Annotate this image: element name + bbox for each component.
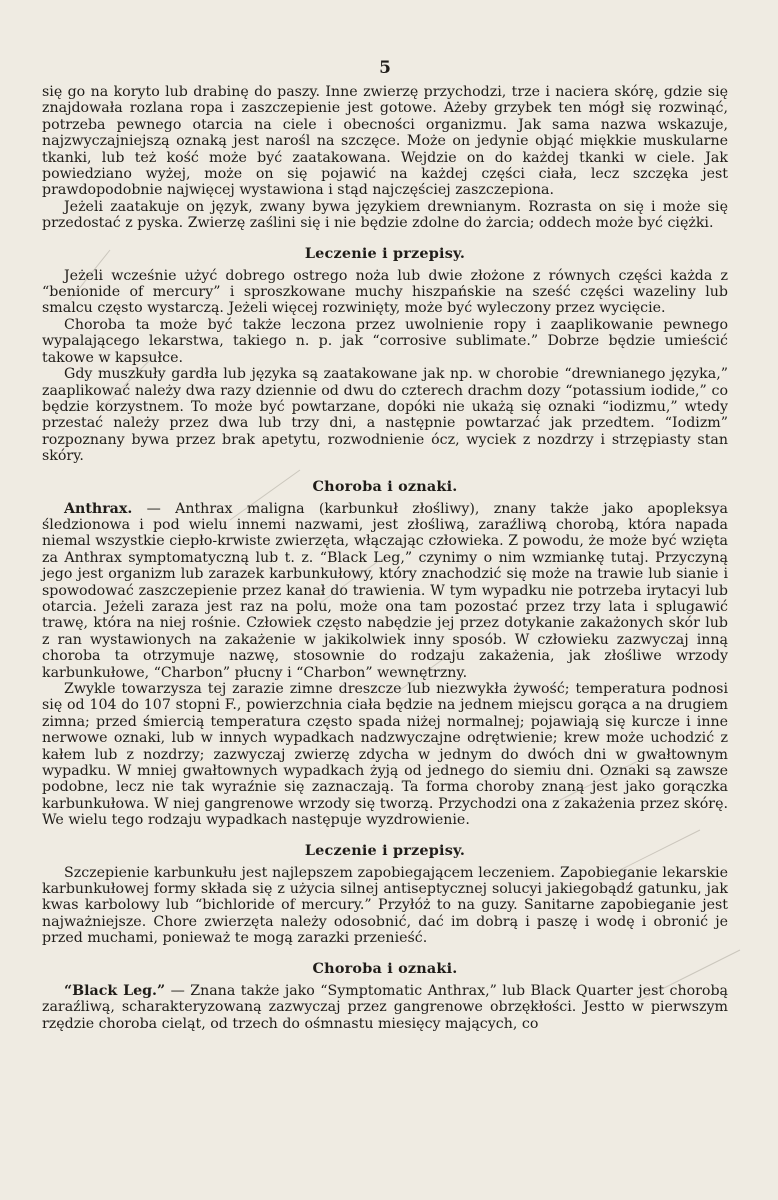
black-leg-lead: “Black Leg.” — [64, 982, 166, 999]
section-heading-symptoms-1: Choroba i oznaki. — [312, 477, 458, 495]
paragraph-black-leg — [42, 983, 728, 1032]
black-leg-text: — Znana także jako “Symptomatic Anthrax,” lub Black Quarter jest chorobą zaraźliwą, scharakteryzowaną zazwyczaj przez gangrenowe obrzękłości. Jestto w pierwszym rzędzie choroba cieląt, od trzech do ośmnastu miesięcy mających, co — [42, 982, 728, 1032]
section-heading-treatment-1: Leczenie i przepisy. — [304, 244, 466, 262]
paragraph-vaccination: Szczepienie karbunkułu jest najlepszem zapobiegającem leczeniem. Zapobieganie lekarskie karbunkułowej formy składa się z użycia silnej antiseptycznej solucyi jakiegobądź gatunku, jak kwas karbolowy lub “bichloride of mercury.” Przyłóż to na guzy. Sanitarne zapobieganie jest najważniejsze. Chore zwierzęta należy odosobnić, dać im dobrą i paszę i wodę i obronić je przed muchami, ponieważ te mogą zarazki przenieść. — [42, 864, 728, 947]
section-heading-symptoms-2: Choroba i oznaki. — [312, 959, 458, 977]
anthrax-text: — Anthrax maligna (karbunkuł złośliwy), znany także jako apopleksya śledzionowa i pod wielu innemi nazwami, jest złośliwą, zaraźliwą chorobą, która napada niemal wszystkie ciepło-krwiste zwierzęta, włączając człowieka. Z powodu, że może być wzięta za Anthrax symptomatyczną lub t. z. “Black Leg,” czynimy o nim wzmiankę tutaj. Przyczyną jego jest organizm lub zarazek karbunkułowy, który znachodzić się może na trawie lub sianie i spowodować zaszczepienie przez kanał do trawienia. W tym wypadku nie potrzeba irytacyi lub otarcia. Jeżeli zaraza jest raz na polu, może ona tam pozostać przez trzy lata i splugawić trawę, która na niej rośnie. Człowiek często nabędzie jej przez dotykanie zakażonych skór lub z ran wystawionych na zakażenie w jakikolwiek inny sposób. W człowieku zazwyczaj inną choroba ta otrzymuje nazwę, stosownie do rodzaju zakażenia, jak złośliwe wrzody karbunkułowe, “Charbon” płucny i “Charbon” wewnętrzny. — [42, 500, 728, 681]
paragraph-anthrax-symptoms: Zwykle towarzysza tej zarazie zimne dreszcze lub niezwykła żywość; temperatura podnosi się od 104 do 107 stopni F., powierzchnia ciała będzie na jednem miejscu gorąca a na drugiem zimna; przed śmiercią temperatura często spada niżej normalnej; pojawiają się kurcze i inne nerwowe oznaki, lub w innych wypadkach nadzwyczajne odrętwienie; krew może uchodzić z kałem lub z nozdrzy; zazwyczaj zwierzę zdycha w jednym do dwóch dni w gwałtownym wypadku. W mniej gwałtownych wypadkach żyją od jednego do siemiu dni. Oznaki są zawsze podobne, lecz nie tak wyraźnie się zaznaczają. Ta forma choroby znaną jest jako gorączka karbunkułowa. W niej gangrenowe wrzody się tworzą. Przychodzi ona z zakażenia przez skórę. We wielu tego rodzaju wypadkach następuje wyzdrowienie. — [42, 681, 728, 829]
section-heading-treatment-2: Leczenie i przepisy. — [304, 841, 466, 859]
paragraph-anthrax — [42, 501, 728, 681]
paragraph-treatment-corrosive: Choroba ta może być także leczona przez uwolnienie ropy i zaaplikowanie pewnego wypalającego lekarstwa, takiego n. p. jak “corrosive sublimate.” Dobrze będzie umieścić takowe w kapsułce. — [42, 316, 728, 366]
anthrax-lead: Anthrax. — [64, 500, 133, 517]
paragraph-wooden-tongue: Jeżeli zaatakuje on język, zwany bywa językiem drewnianym. Rozrasta on się i może się przedostać z pyska. Zwierzę zaślini się i nie będzie zdolne do żarcia; oddech może być ciężki. — [42, 198, 728, 232]
paragraph-treatment-knife: Jeżeli wcześnie użyć dobrego ostrego noża lub dwie złożone z równych części każda z “benionide of mercury” i sproszkowane muchy hiszpańskie na sześć części wazeliny lub smalcu często wystarczą. Jeżeli więcej rozwinięty, może być wyleczony przez wycięcie. — [42, 267, 728, 317]
paragraph-treatment-iodide: Gdy muszkuły gardła lub języka są zaatakowane jak np. w chorobie “drewnianego języka,” zaaplikować należy dwa razy dziennie od dwu do czterech drachm dozy “potassium iodide,” co będzie korzystnem. To może być powtarzane, dopóki nie ukażą się oznaki “iodizmu,” wtedy przestać należy przez dwa lub trzy dni, a następnie powtarzać jak przedtem. “Iodizm” rozpoznany bywa przez brak apetytu, rozwodnienie ócz, wyciek z nozdrzy i strzępiasty stan skóry. — [42, 366, 728, 465]
paragraph-intro: się go na koryto lub drabinę do paszy. Inne zwierzę przychodzi, trze i naciera skórę, gdzie się znajdowała rozlana ropa i zaszczepienie jest gotowe. Ażeby grzybek ten mógł się rozwinąć, potrzeba pewnego otarcia na ciele i obecności organizmu. Jak sama nazwa wskazuje, najzwyczajniejszą oznaką jest narośl na szczęce. Może on jedynie objąć miękkie muskularne tkanki, lub też kość może być zaatakowana. Wejdzie on do każdej tkanki w ciele. Jak powiedziano wyżej, może on się pojawić na każdej części ciała, lecz szczęka jest prawdopodobnie najwięcej wystawiona i stąd najczęściej zaszczepiona. — [42, 84, 728, 199]
page-number: 5 — [379, 58, 391, 78]
